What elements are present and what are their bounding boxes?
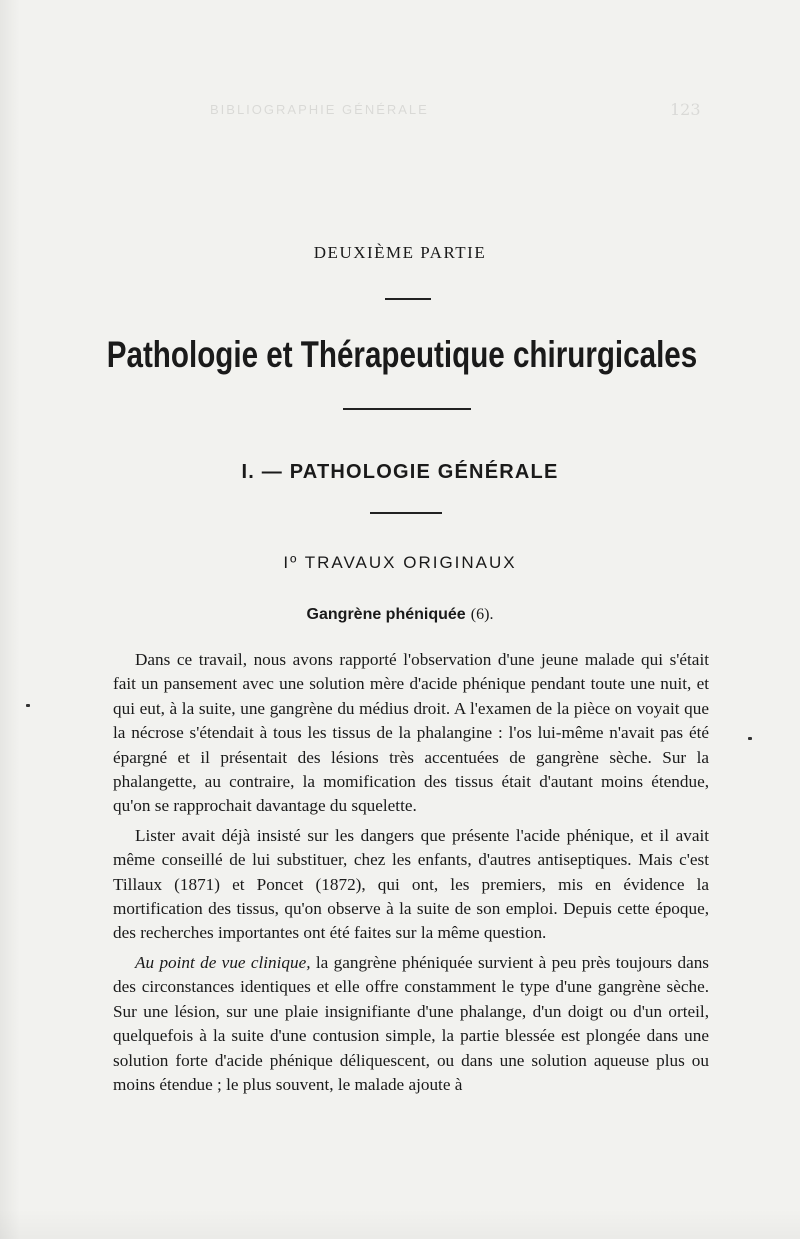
- article-reference: (6).: [470, 606, 494, 623]
- paragraph: Lister avait déjà insisté sur les dangers que présente l'acide phénique, et il avait même conseillé de lui substituer, chez les enfants, d'autres antiseptiques. Mais c'est Tillaux (1871) et Poncet (1872), qui ont, les premiers, mis en évidence la mortification des tissus, qu'on observe à la suite de son emploi. Depuis cette époque, des recherches importantes ont été faites sur la même question.: [113, 825, 709, 943]
- article-title: [0, 604, 800, 624]
- subsection-title: Iº TRAVAUX ORIGINAUX: [283, 553, 517, 572]
- bleed-through-header: BIBLIOGRAPHIE GÉNÉRALE: [210, 102, 429, 117]
- bleed-through-page-number: 123: [670, 100, 701, 119]
- paragraph: [113, 951, 709, 1097]
- italic-lead: Au point de vue clinique,: [135, 952, 311, 972]
- paragraph-text: la gangrène phéniquée survient à peu près toujours dans des circonstances identiques et elle offre constamment le type d'une gangrène sèche. Sur une lésion, sur une plaie insignifiante d'une phalange, d'un doigt ou d'un orteil, quelquefois à la suite d'une contusion simple, la partie blessée est plongée dans une solution forte d'acide phénique déliquescent, ou dans une solution aqueuse plus ou moins étendue ; le plus souvent, le malade ajoute à: [113, 952, 709, 1094]
- divider-rule: [385, 298, 431, 300]
- divider-rule: [343, 408, 471, 410]
- main-title: Pathologie et Thérapeutique chirurgicales: [106, 334, 698, 375]
- paragraph: Dans ce travail, nous avons rapporté l'observation d'une jeune malade qui s'était fait un pansement avec une solution mère d'acide phénique pendant toute une nuit, et qui eut, à la suite, une gangrène du médius droit. A l'examen de la pièce on voyait que la nécrose s'étendait à tous les tissus de la phalangine : l'os lui-même n'avait pas été épargné et il présentait des lésions très accentuées de gangrène sèche. Sur la phalangette, au contraire, la momification des tissus était d'autant moins étendue, qu'on se rapprochait davantage du squelette.: [113, 650, 709, 816]
- divider-rule: [370, 512, 442, 514]
- article-body: [113, 648, 709, 1102]
- part-title: DEUXIÈME PARTIE: [313, 243, 487, 262]
- margin-speck: [26, 704, 30, 707]
- margin-speck: [748, 737, 752, 740]
- section-title: I. — PATHOLOGIE GÉNÉRALE: [241, 461, 559, 483]
- article-title-text: Gangrène phéniquée: [306, 606, 466, 623]
